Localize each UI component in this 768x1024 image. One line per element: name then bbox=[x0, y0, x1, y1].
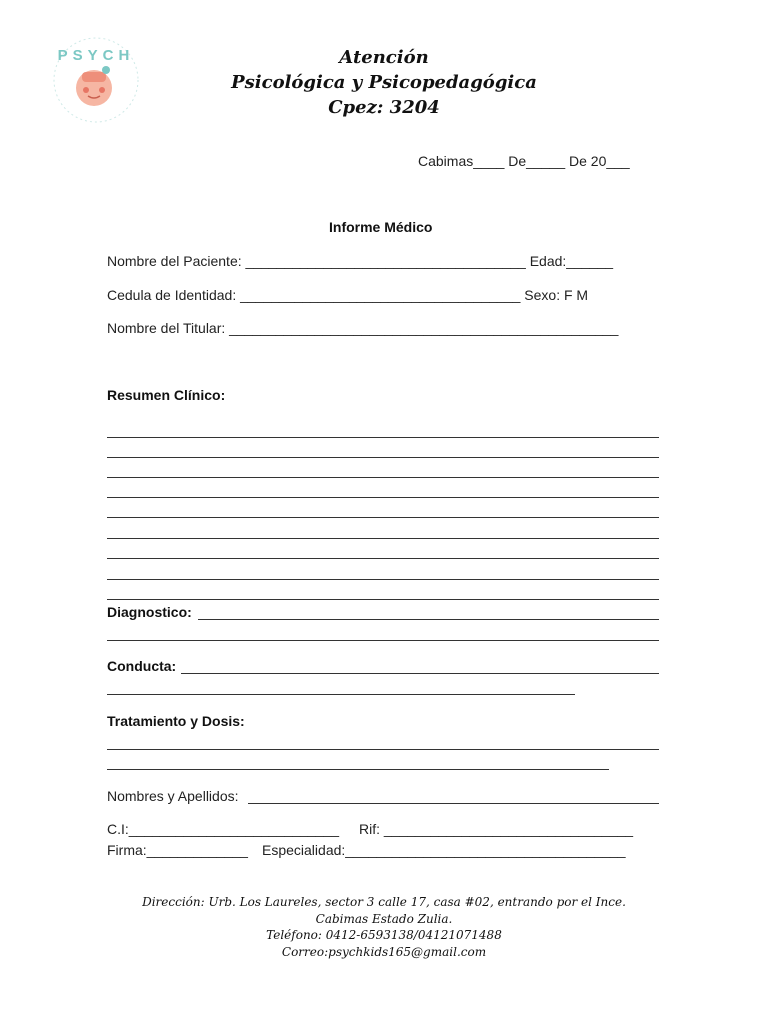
summary-line bbox=[107, 517, 659, 518]
diagnosis-line bbox=[107, 640, 659, 641]
firma-field: Firma:_____________ bbox=[107, 842, 248, 858]
footer-city: Cabimas Estado Zulia. bbox=[315, 911, 453, 926]
names-line bbox=[248, 803, 659, 804]
footer-contact bbox=[84, 894, 684, 960]
summary-line bbox=[107, 579, 659, 580]
summary-line bbox=[107, 538, 659, 539]
form-title: Informe Médico bbox=[329, 219, 433, 235]
diagnosis-line bbox=[198, 619, 659, 620]
treatment-line bbox=[107, 769, 609, 770]
conduct-line bbox=[107, 694, 575, 695]
conduct-label: Conducta: bbox=[107, 658, 177, 674]
logo-brand-text: PSYCH bbox=[57, 47, 135, 64]
footer-phone: Teléfono: 0412-6593138/04121071488 bbox=[266, 928, 502, 942]
clinical-summary-heading: Resumen Clínico: bbox=[107, 387, 226, 403]
date-line: Cabimas____ De_____ De 20___ bbox=[418, 153, 630, 169]
ci-field: C.I:___________________________ bbox=[107, 821, 340, 837]
footer-email: Correo:psychkids165@gmail.com bbox=[281, 944, 487, 959]
holder-name-field: Nombre del Titular: __________________________________________________ bbox=[107, 320, 619, 336]
especialidad-field: Especialidad:____________________________________ bbox=[262, 842, 626, 858]
rif-field: Rif: ________________________________ bbox=[359, 821, 634, 837]
summary-line bbox=[107, 497, 659, 498]
treatment-label: Tratamiento y Dosis: bbox=[107, 713, 245, 729]
diagnosis-label: Diagnostico: bbox=[107, 604, 192, 620]
clinic-logo bbox=[48, 30, 144, 126]
summary-line bbox=[107, 437, 659, 438]
summary-line bbox=[107, 558, 659, 559]
header-line-1: Atención bbox=[339, 47, 429, 68]
conduct-line bbox=[181, 673, 659, 674]
summary-line bbox=[107, 599, 659, 600]
summary-line bbox=[107, 457, 659, 458]
id-card-field: Cedula de Identidad: ____________________________________ Sexo: F M bbox=[107, 287, 589, 303]
names-label: Nombres y Apellidos: bbox=[107, 788, 239, 804]
header-line-3: Cpez: 3204 bbox=[328, 97, 440, 118]
header-line-2: Psicológica y Psicopedagógica bbox=[231, 72, 537, 93]
treatment-line bbox=[107, 749, 659, 750]
footer-address: Dirección: Urb. Los Laureles, sector 3 calle 17, casa #02, entrando por el Ince. bbox=[142, 895, 626, 909]
summary-line bbox=[107, 477, 659, 478]
patient-name-field: Nombre del Paciente: ____________________________________ Edad:______ bbox=[107, 253, 614, 269]
